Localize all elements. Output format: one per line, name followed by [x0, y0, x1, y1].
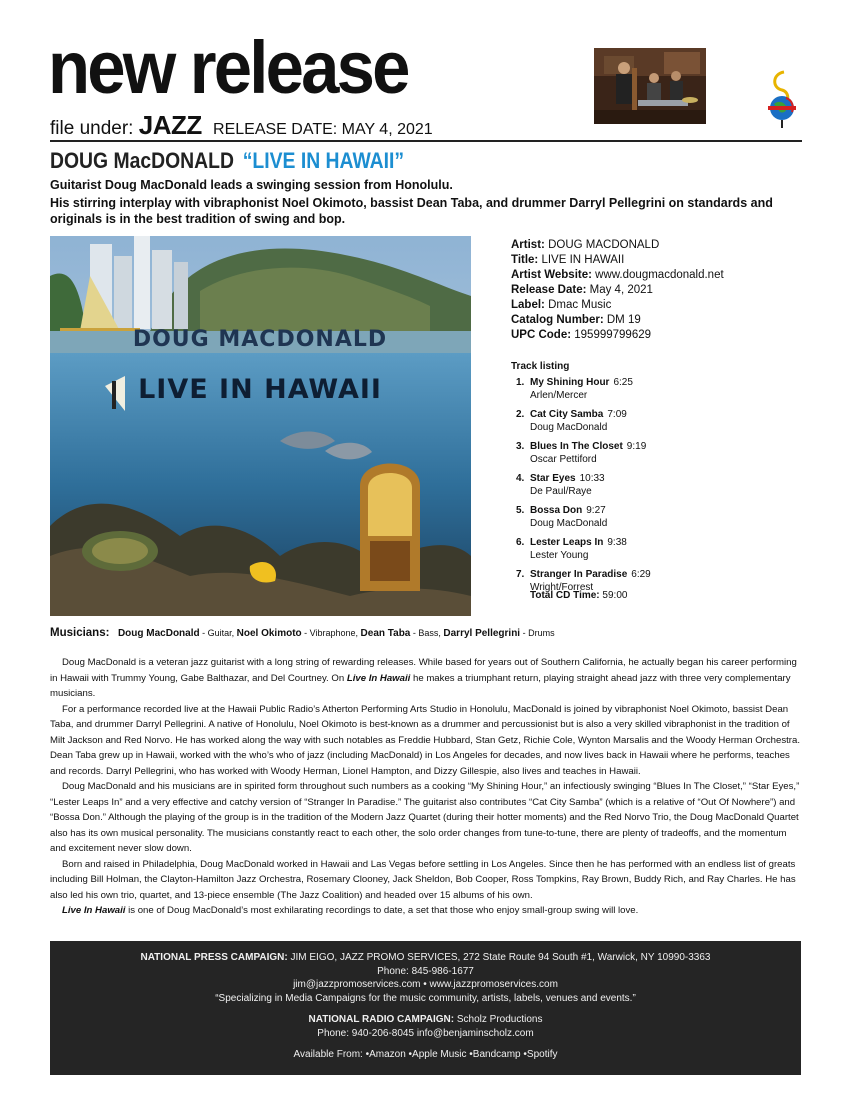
press-email-web[interactable]: jim@jazzpromoservices.com • www.jazzpromoservices.com [293, 979, 558, 990]
album-art-line2: LIVE IN HAWAII [138, 374, 382, 405]
track-listing-heading: Track listing [511, 361, 570, 372]
header-divider [50, 140, 802, 142]
music-globe-logo [762, 68, 802, 130]
track-item: 4. Star Eyes 10:33 De Paul/Raye [516, 473, 605, 497]
press-slogan: “Specializing in Media Campaigns for the music community, artists, labels, venues and events.” [215, 992, 636, 1004]
info-upc: UPC Code: 195999799629 [511, 329, 652, 341]
available-from: Available From: •Amazon •Apple Music •Bandcamp •Spotify [293, 1049, 558, 1060]
press-campaign-line: NATIONAL PRESS CAMPAIGN: JIM EIGO, JAZZ PROMO SERVICES, 272 State Route 94 South #1, Warwick, NY 10990-3363 [140, 952, 711, 963]
info-website: Artist Website: www.dougmacdonald.net [511, 269, 724, 281]
musicians-line: Musicians: Doug MacDonald - Guitar, Noel Okimoto - Vibraphone, Dean Taba - Bass, Darryl Pellegrini - Drums [50, 627, 555, 639]
tagline: Guitarist Doug MacDonald leads a swinging session from Honolulu. [50, 178, 453, 192]
info-label: Label: Dmac Music [511, 299, 612, 311]
radio-campaign-line: NATIONAL RADIO CAMPAIGN: Scholz Productions [308, 1014, 543, 1025]
press-body [50, 655, 802, 919]
body-paragraph: Doug MacDonald is a veteran jazz guitarist with a long string of rewarding releases. While based for years out of Southern California, he actually began his career performing in Hawaii with Trummy Young, Gabe Balthazar, and Del Courtney. On Live In Hawaii he makes a triumphant return, playing straight ahead jazz with three very complementary musicians. [50, 657, 797, 699]
artist-name: DOUG MacDONALD [50, 148, 234, 173]
track-item: 7. Stranger In Paradise 6:29 Wright/Forrest [516, 569, 651, 593]
track-item: 3. Blues In The Closet 9:19 Oscar Pettiford [516, 441, 647, 465]
track-item: 1. My Shining Hour 6:25 Arlen/Mercer [516, 377, 633, 401]
band-photo [594, 48, 706, 124]
website-link[interactable]: www.dougmacdonald.net [595, 269, 724, 281]
file-under-line [50, 110, 433, 141]
track-item: 6. Lester Leaps In 9:38 Lester Young [516, 537, 627, 561]
info-release-date: Release Date: May 4, 2021 [511, 284, 653, 296]
release-date-text: RELEASE DATE: MAY 4, 2021 [213, 121, 433, 138]
radio-contact[interactable]: Phone: 940-206-8045 info@benjaminscholz.com [317, 1027, 534, 1039]
contact-footer [50, 941, 801, 1075]
body-paragraph: Live In Hawaii is one of Doug MacDonald’s most exhilarating recordings to date, a set that those who enjoy small-group swing will love. [62, 905, 639, 916]
total-time: Total CD Time: 59:00 [530, 590, 628, 601]
page-title: new release [48, 26, 408, 109]
album-title: “LIVE IN HAWAII” [242, 148, 405, 173]
body-paragraph: Born and raised in Philadelphia, Doug MacDonald worked in Hawaii and Las Vegas before settling in Los Angeles. Since then he has performed with an endless list of greats including Bill Holman, the Clayton-Hamilton Jazz Orchestra, Rosemary Clooney, Jack Sheldon, Bob Cooper, Ross Tompkins, Ray Brown, Buddy Rich, and Ray Charles. He has also led his own trio, quartet, and 13-piece ensemble (The Jazz Coalition) and headed over 15 albums of his own. [50, 858, 796, 901]
track-item: 2. Cat City Samba 7:09 Doug MacDonald [516, 409, 627, 433]
file-under-label: file under: [50, 118, 134, 139]
track-item: 5. Bossa Don 9:27 Doug MacDonald [516, 505, 608, 529]
genre: JAZZ [138, 110, 202, 140]
info-catalog: Catalog Number: DM 19 [511, 314, 641, 326]
info-title: Title: LIVE IN HAWAII [511, 254, 625, 266]
summary: His stirring interplay with vibraphonist Noel Okimoto, bassist Dean Taba, and drummer Darryl Pellegrini on standards and originals is in the best tradition of swing and bop. [50, 196, 773, 226]
track-list [516, 376, 806, 600]
info-artist: Artist: DOUG MACDONALD [511, 239, 660, 251]
body-paragraph: For a performance recorded live at the Hawaii Public Radio’s Atherton Performing Arts Studio in Honolulu, MacDonald is joined by vibraphonist Noel Okimoto, bassist Dean Taba, and drummer Darryl Pellegrini. A native of Honolulu, Noel Okimoto is best-known as a drummer and percussionist but is also a very skilled vibraphonist in the tradition of Milt Jackson and Red Norvo. He has worked along the way with such notables as Freddie Hubbard, Stan Getz, Richie Cole, Wynton Marsalis and the Woody Herman Orchestra. Dean Taba grew up in Hawaii, worked with the who’s who of jazz (including MacDonald) in Los Angeles for decades, and now lives back in Hawaii where he performs, teaches and records. Darryl Pellegrini, who has worked with Woody Herman, Lionel Hampton, and Dizzy Gillespie, also lives and teaches in Hawaii. [50, 703, 801, 777]
body-paragraph: Doug MacDonald and his musicians are in spirited form throughout such numbers as a cooking “My Shining Hour,” an infectiously swinging “Blues In The Closet,” “Star Eyes,” “Lester Leaps In” and a very effective and catchy version of “Stranger In Paradise.” The guitarist also contributes “Cat City Samba” (which is a relative of “Out Of Nowhere”) and “Bossa Don.” Although the playing of the group is in the tradition of the Modern Jazz Quartet (during their hotter moments) and the Red Norvo Trio, the Doug MacDonald Quartet also has its own musical personality. The musicians constantly react to each other, the solo order changes from tune-to-tune, there are plenty of tradeoffs, and the momentum and excitement never slow down. [50, 781, 800, 854]
release-info [511, 238, 811, 343]
press-phone: Phone: 845-986-1677 [377, 965, 474, 977]
artist-title-line [50, 148, 404, 174]
album-cover [50, 236, 471, 616]
album-art-line1: DOUG MACDONALD [132, 327, 388, 352]
